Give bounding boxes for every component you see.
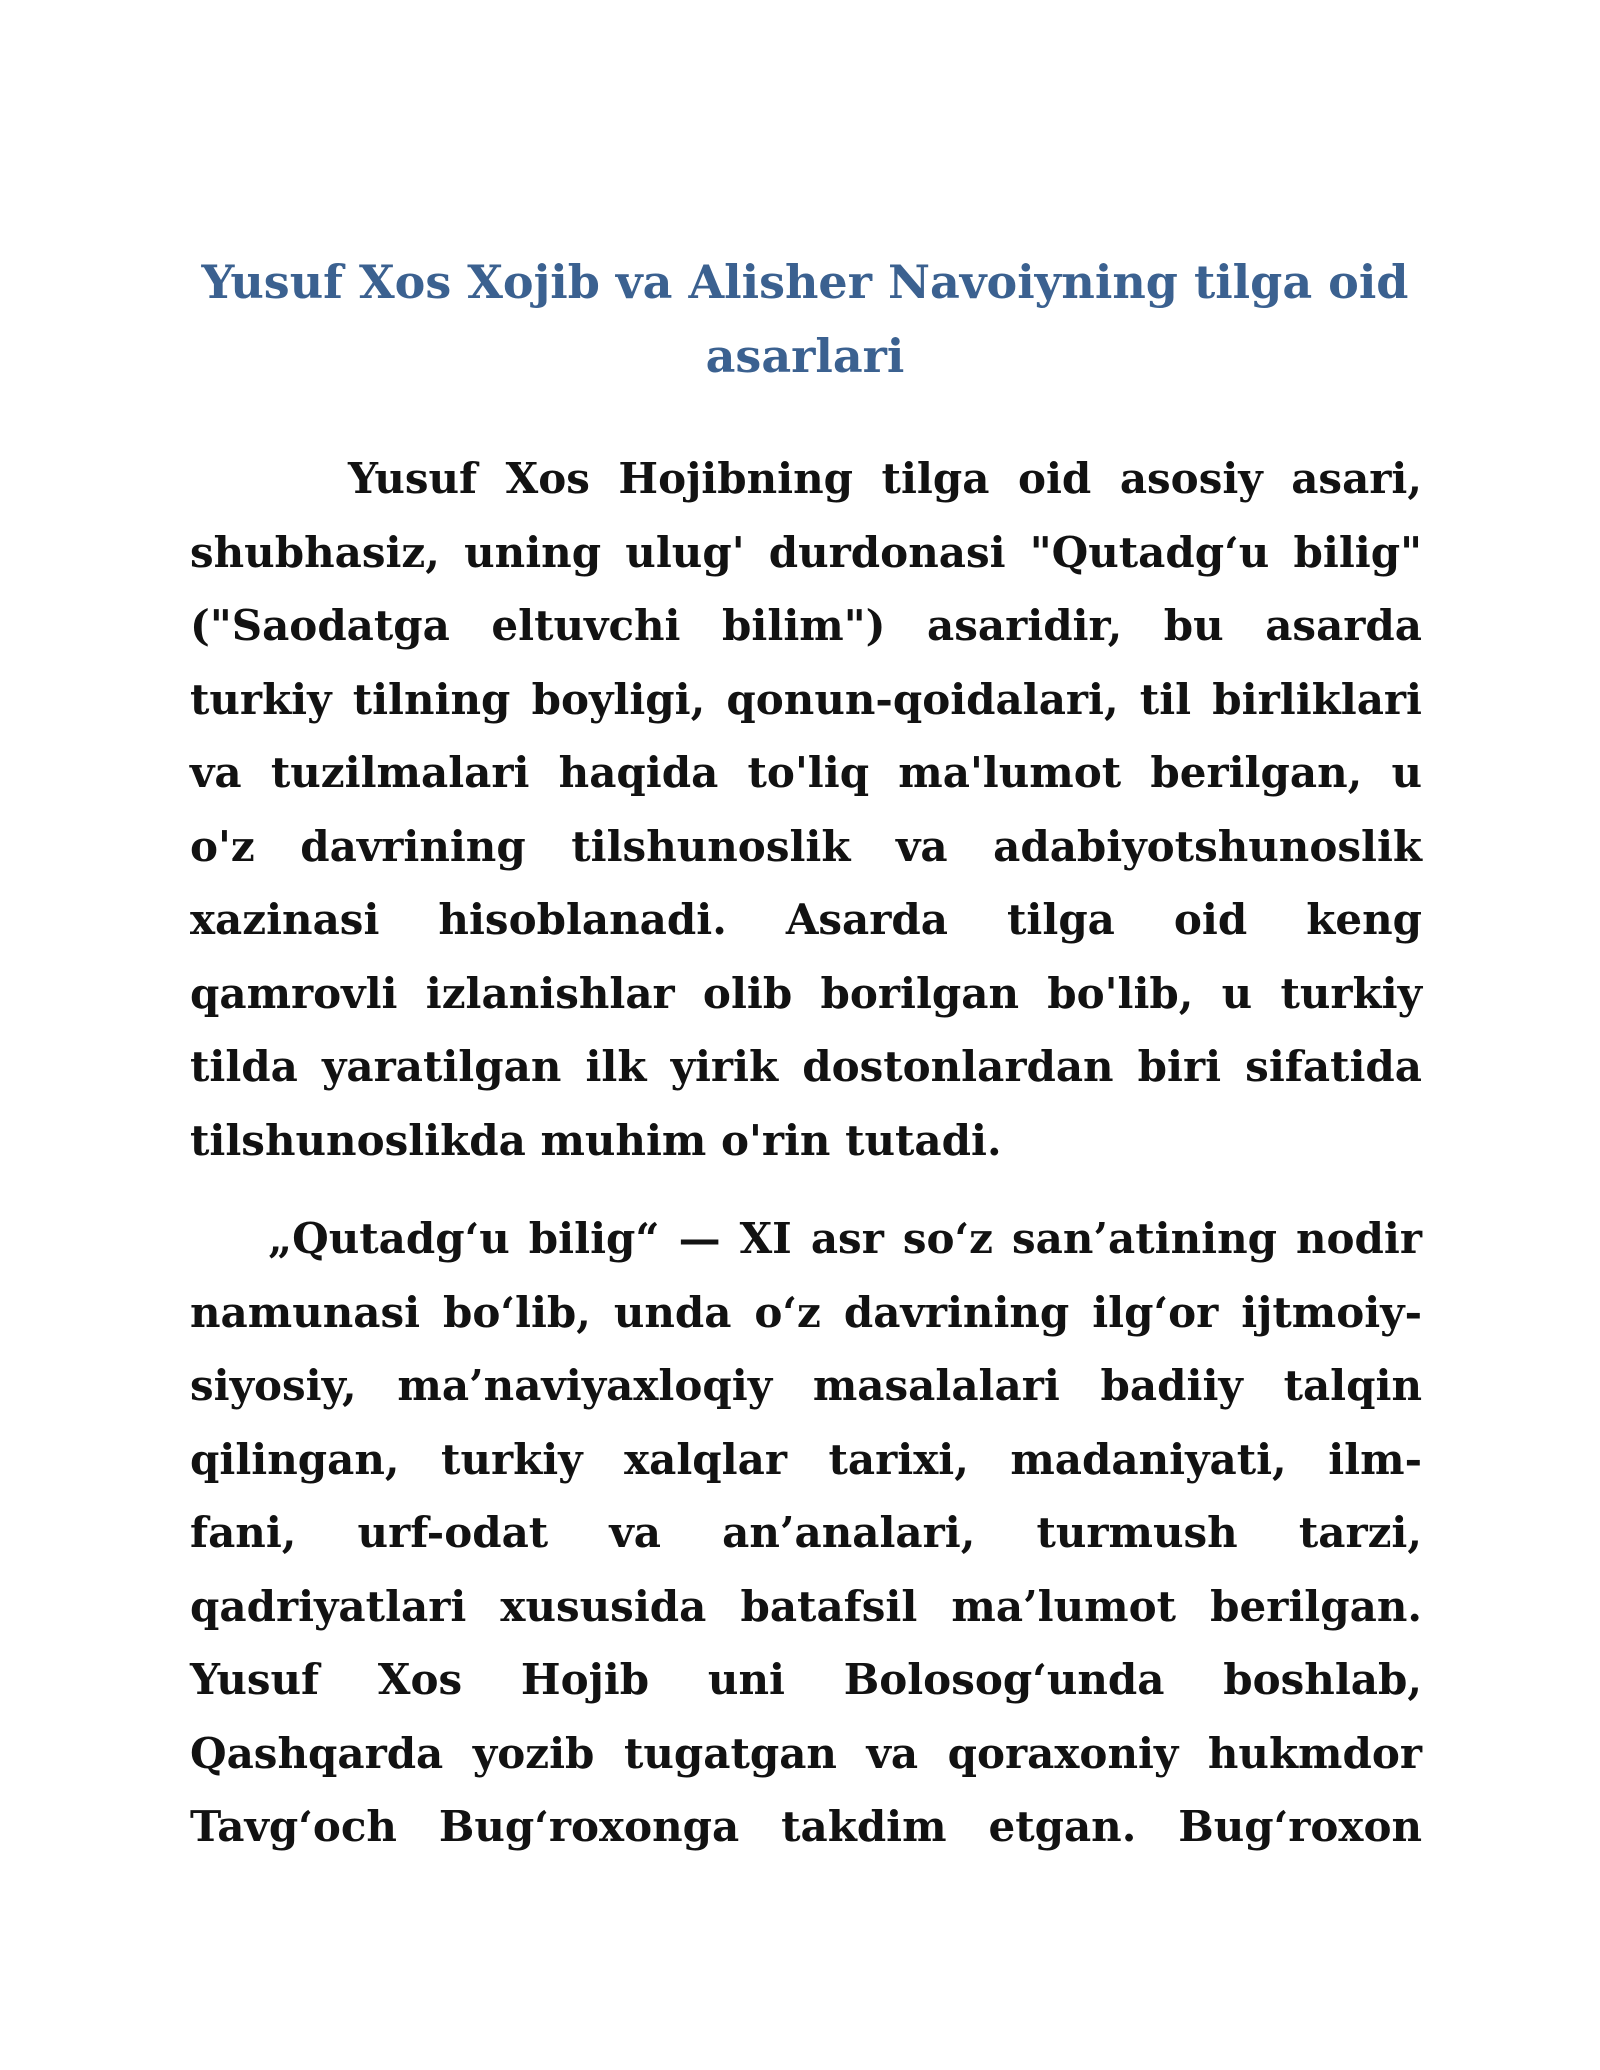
paragraph-1 <box>190 442 1422 1177</box>
paragraph-2 <box>190 1202 1422 1864</box>
paragraph-line: ("Saodatga eltuvchi bilim") asaridir, bu asarda <box>190 601 1422 650</box>
paragraph-line: tilshunoslikda muhim o'rin tutadi. <box>190 1115 1002 1165</box>
paragraph-line: Qashqarda yozib tugatgan va qoraxoniy hukmdor <box>190 1728 1422 1778</box>
paragraph-line: qilingan, turkiy xalqlar tarixi, madaniyati, ilm- <box>190 1434 1422 1484</box>
paragraph-line: shubhasiz, uning ulug' durdonasi "Qutadg‘u bilig" <box>190 527 1422 577</box>
paragraph-line: Tavg‘och Bug‘roxonga takdim etgan. Bug‘roxon <box>190 1802 1422 1851</box>
paragraph-line: va tuzilmalari haqida to'liq ma'lumot berilgan, u <box>190 748 1422 797</box>
paragraph-line: xazinasi hisoblanadi. Asarda tilga oid keng <box>190 895 1422 944</box>
paragraph-line: „Qutadg‘u bilig“ — XI asr so‘z san’atining nodir <box>268 1214 1422 1263</box>
paragraph-line: qamrovli izlanishlar olib borilgan bo'lib, u turkiy <box>190 968 1422 1018</box>
paragraph-line: tilda yaratilgan ilk yirik dostonlardan biri sifatida <box>190 1042 1422 1091</box>
paragraph-line: namunasi bo‘lib, unda o‘z davrining ilg‘or ijtmoiy- <box>190 1287 1422 1337</box>
paragraph-line: o'z davrining tilshunoslik va adabiyotshunoslik <box>190 821 1422 871</box>
paragraph-line: turkiy tilning boyligi, qonun-qoidalari, til birliklari <box>190 674 1422 724</box>
paragraph-line: fani, urf-odat va an’analari, turmush tarzi, <box>190 1508 1422 1557</box>
paragraph-line: qadriyatlari xususida batafsil ma’lumot berilgan. <box>190 1581 1422 1631</box>
paragraph-line: Yusuf Xos Hojib uni Bolosog‘unda boshlab, <box>190 1655 1422 1704</box>
paragraph-line: siyosiy, ma’naviyaxloqiy masalalari badiiy talqin <box>190 1361 1422 1410</box>
paragraph-line: Yusuf Xos Hojibning tilga oid asosiy asari, <box>348 454 1422 503</box>
document-title: Yusuf Xos Xojib va Alisher Navoiyning tilga oid asarlari <box>201 255 1409 383</box>
